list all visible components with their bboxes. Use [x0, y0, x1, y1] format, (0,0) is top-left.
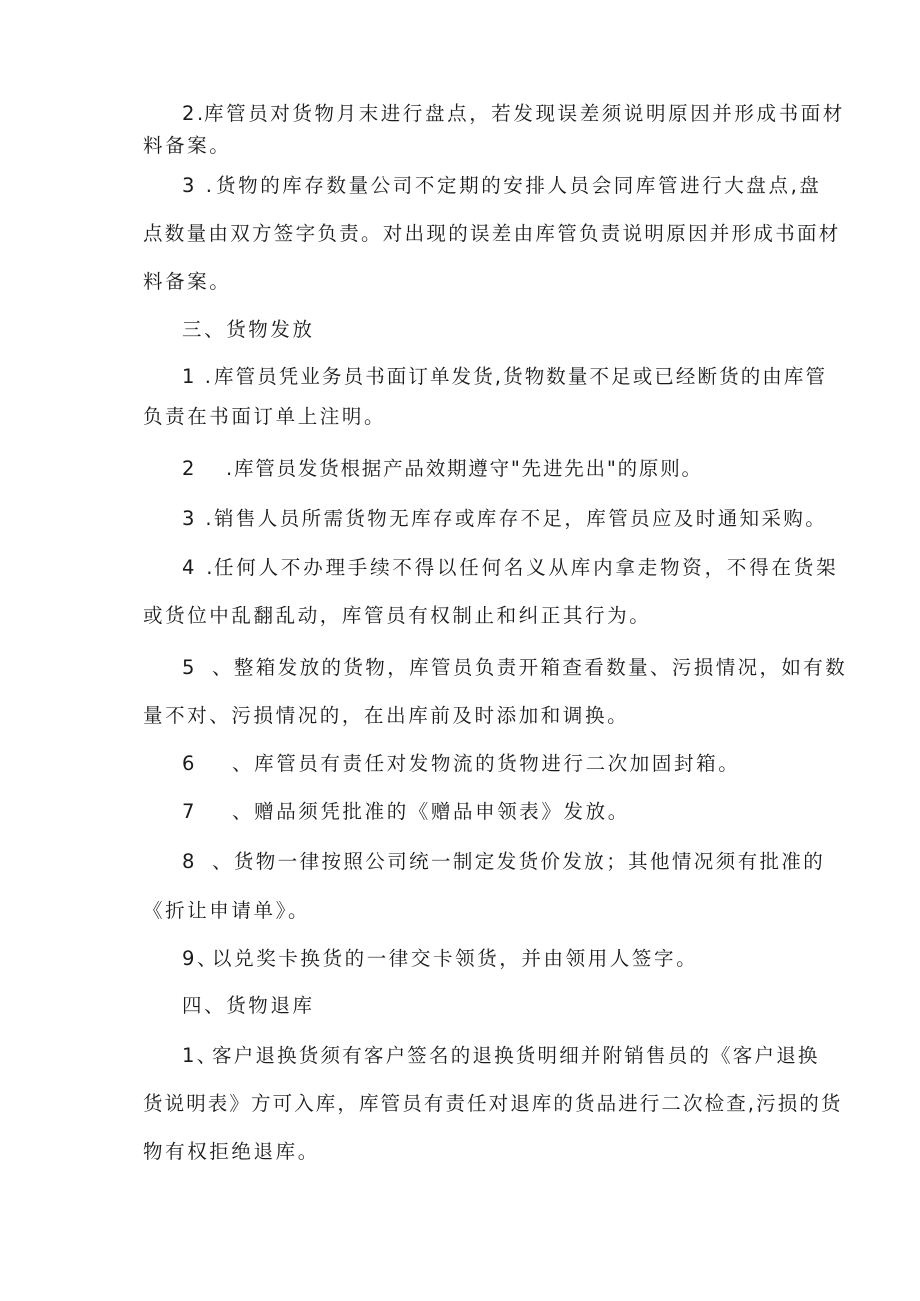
- issue-item-7: [182, 799, 630, 825]
- paragraph-2-line-2: [143, 133, 231, 159]
- line-text: 、整箱发放的货物，库管员负责开箱查看数量、污损情况，如有数: [212, 656, 848, 679]
- line-text: 负责在书面订单上注明。: [143, 405, 387, 428]
- item-number: 2: [182, 457, 197, 480]
- line-text: 量不对、污损情况的，在出库前及时添加和调换。: [143, 704, 630, 727]
- issue-item-3: [182, 506, 827, 532]
- item-number: 3 .: [182, 507, 215, 530]
- item-number: 6: [182, 752, 198, 775]
- line-text: 《折让申请单》。: [143, 899, 311, 922]
- return-item-1-line-2: [143, 1091, 843, 1117]
- section-heading-4: [182, 993, 315, 1019]
- line-text: 库管员凭业务员书面订单发货,货物数量不足或已经断货的由库管: [214, 365, 828, 388]
- issue-item-1-line-1: [182, 364, 827, 390]
- item-number: 8: [182, 850, 197, 873]
- line-text: 货物的库存数量公司不定期的安排人员会同库管进行大盘点,盘: [216, 174, 822, 197]
- paragraph-3-line-2: [143, 221, 841, 247]
- paragraph-3-line-1: [182, 173, 822, 199]
- section-heading-3: [182, 317, 315, 343]
- issue-item-2: [182, 456, 703, 482]
- line-text: .库管员发货根据产品效期遵守"先进先出"的原则。: [226, 457, 703, 480]
- issue-item-4-line-1: [182, 555, 838, 581]
- item-number: 3 .: [182, 174, 215, 197]
- line-text: 、赠品须凭批准的《赠品申领表》发放。: [232, 800, 630, 823]
- return-item-1-line-1: [182, 1043, 820, 1069]
- paragraph-2-line-1: [182, 101, 845, 127]
- line-text: 料备案。: [143, 134, 232, 157]
- section-title: 四、货物退库: [182, 994, 315, 1017]
- line-text: 点数量由双方签字负责。对出现的误差由库管负责说明原因并形成书面材: [143, 222, 841, 245]
- item-number: 1 .: [182, 365, 214, 388]
- issue-item-6: [182, 751, 740, 777]
- paragraph-3-line-3: [143, 269, 231, 295]
- item-number: 2.: [182, 102, 206, 125]
- line-text: 料备案。: [143, 270, 232, 293]
- return-item-1-line-3: [143, 1139, 320, 1165]
- line-text: 客户退换货须有客户签名的退换货明细并附销售员的《客户退换: [212, 1044, 820, 1067]
- issue-item-5-line-1: [182, 655, 847, 681]
- issue-item-9: [182, 946, 698, 972]
- issue-item-5-line-2: [143, 703, 629, 729]
- line-text: 、库管员有责任对发物流的货物进行二次加固封箱。: [232, 752, 741, 775]
- line-text: 库管员对货物月末进行盘点，若发现误差须说明原因并形成书面材: [204, 102, 845, 125]
- issue-item-4-line-2: [143, 603, 651, 629]
- item-number: 4 .: [182, 556, 216, 579]
- line-text: 货说明表》方可入库，库管员有责任对退库的货品进行二次检查,污损的货: [143, 1092, 843, 1115]
- issue-item-8-line-2: [143, 898, 310, 924]
- issue-item-1-line-2: [143, 404, 386, 430]
- item-number: 7: [182, 800, 198, 823]
- line-text: 销售人员所需货物无库存或库存不足，库管员应及时通知采购。: [214, 507, 828, 530]
- line-text: 以兑奖卡换货的一律交卡领货，并由领用人签字。: [212, 947, 699, 970]
- issue-item-8-line-1: [182, 849, 825, 875]
- line-text: 物有权拒绝退库。: [143, 1140, 320, 1163]
- item-number: 5: [182, 656, 197, 679]
- line-text: 或货位中乱翻乱动，库管员有权制止和纠正其行为。: [143, 604, 652, 627]
- item-number: 9、: [182, 947, 220, 970]
- line-text: 任何人不办理手续不得以任何名义从库内拿走物资，不得在货架: [214, 556, 839, 579]
- item-number: 1、: [182, 1044, 219, 1067]
- section-title: 三、货物发放: [182, 318, 315, 341]
- line-text: 、货物一律按照公司统一制定发货价发放；其他情况须有批准的: [212, 850, 826, 873]
